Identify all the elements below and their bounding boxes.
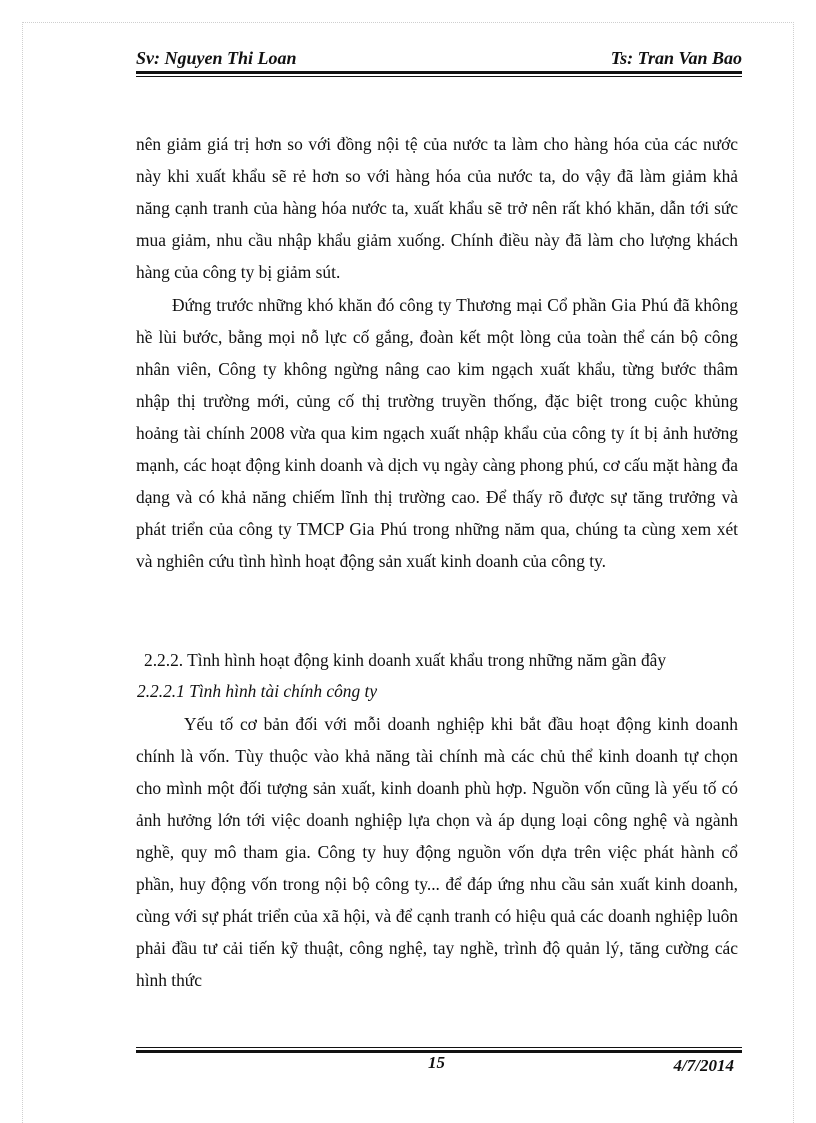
footer-date: 4/7/2014: [673, 1056, 734, 1075]
header-rule-thin: [136, 76, 742, 77]
paragraph-1: nên giảm giá trị hơn so với đồng nội tệ của nước ta làm cho hàng hóa của các nước này khi xuất khẩu sẽ rẻ hơn so với hàng hóa của nước ta, do vậy đã làm giảm khả năng cạnh tranh của hàng hóa nước ta, xuất khẩu sẽ trở nên rất khó khăn, dẫn tới sức mua giảm, nhu cầu nhập khẩu giảm xuống. Chính điều này đã làm cho lượng khách hàng của công ty bị giảm sút.: [136, 134, 738, 282]
header-rule: [136, 71, 742, 74]
footer-rule-thin: [136, 1047, 742, 1048]
paragraph-2: Đứng trước những khó khăn đó công ty Thương mại Cổ phần Gia Phú đã không hề lùi bước, bằng mọi nỗ lực cố gắng, đoàn kết một lòng của toàn thể cán bộ công nhân viên, Công ty không ngừng nâng cao kim ngạch xuất khẩu, từng bước thâm nhập thị trường mới, củng cố thị trường truyền thống, đặc biệt trong cuộc khủng hoảng tài chính 2008 vừa qua kim ngạch xuất nhập khẩu của công ty ít bị ảnh hưởng mạnh, các hoạt động kinh doanh và dịch vụ ngày càng phong phú, cơ cấu mặt hàng đa dạng và có khả năng chiếm lĩnh thị trường cao. Để thấy rõ được sự tăng trưởng và phát triển của công ty TMCP Gia Phú trong những năm qua, chúng ta cùng xem xét và nghiên cứu tình hình hoạt động sản xuất kinh doanh của công ty.: [136, 295, 738, 571]
section-heading: 2.2.2. Tình hình hoạt động kinh doanh xuất khẩu trong những năm gần đây: [144, 650, 667, 670]
header-student: Sv: Nguyen Thi Loan: [136, 48, 297, 68]
page-header: [136, 46, 742, 72]
section-subheading: 2.2.2.1 Tình hình tài chính công ty: [137, 681, 378, 701]
header-supervisor: Ts: Tran Van Bao: [610, 48, 742, 68]
page-number: 15: [428, 1053, 445, 1072]
paragraph-3: Yếu tố cơ bản đối với mỗi doanh nghiệp khi bắt đầu hoạt động kinh doanh chính là vốn. Tùy thuộc vào khả năng tài chính mà các chủ thể kinh doanh tự chọn cho mình một đối tượng sản xuất, kinh doanh phù hợp. Nguồn vốn cũng là yếu tố có ảnh hưởng lớn tới việc doanh nghiệp lựa chọn và áp dụng loại công nghệ và ngành nghề, quy mô tham gia. Công ty huy động nguồn vốn dựa trên việc phát hành cổ phần, huy động vốn trong nội bộ công ty... để đáp ứng nhu cầu sản xuất kinh doanh, cùng với sự phát triển của xã hội, và để cạnh tranh có hiệu quả các doanh nghiệp luôn phải đầu tư cải tiến kỹ thuật, công nghệ, tay nghề, trình độ quản lý, tăng cường các hình thức: [136, 714, 738, 990]
